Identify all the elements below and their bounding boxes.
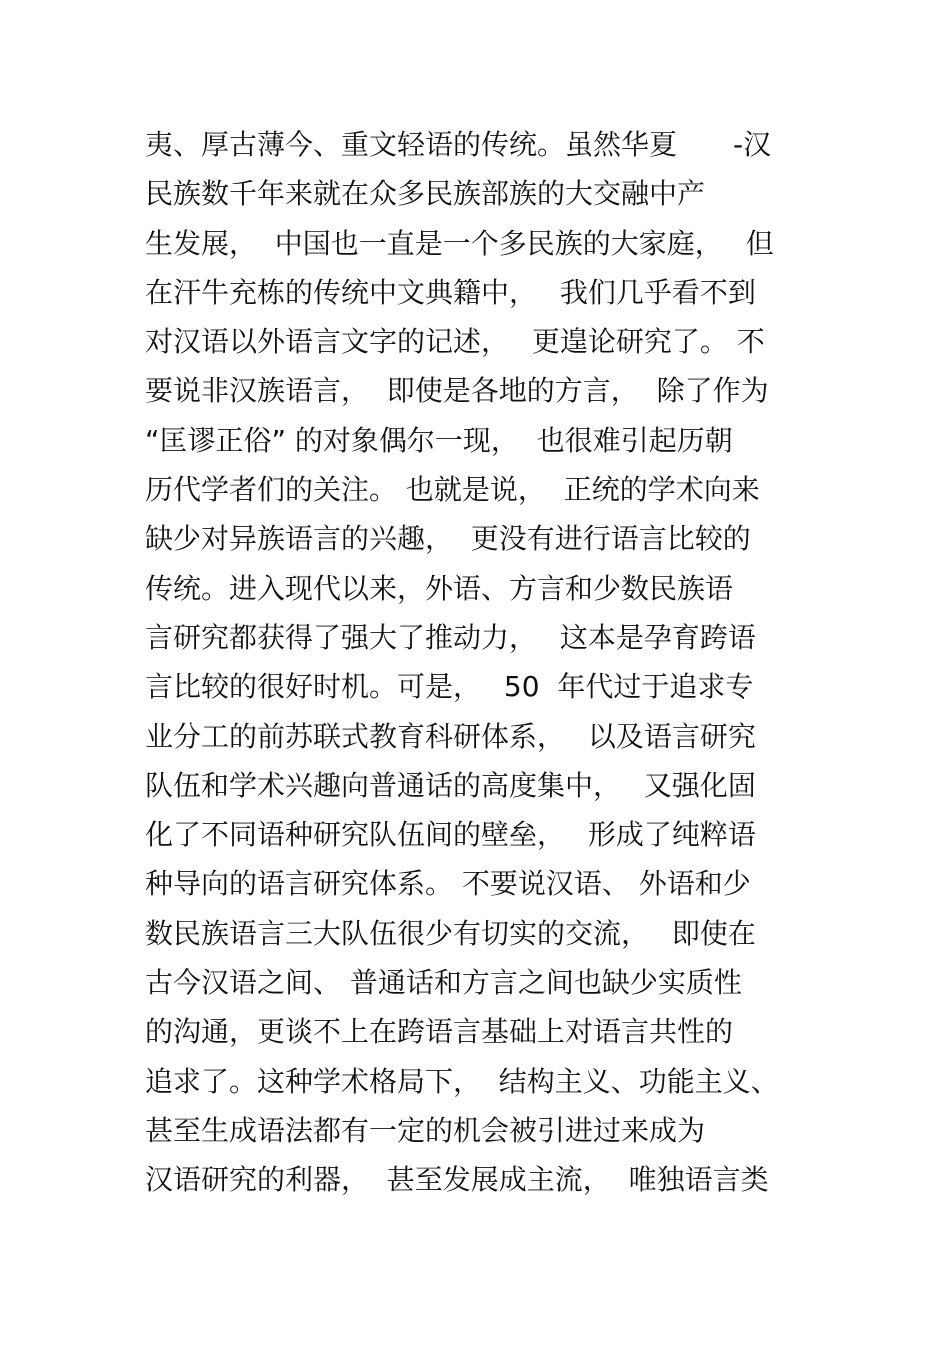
text-line: 对汉语以外语言文字的记述， 更遑论研究了。 不 — [145, 325, 765, 359]
text-line: 要说非汉族语言， 即使是各地的方言， 除了作为 — [145, 374, 769, 408]
text-line: 业分工的前苏联式教育科研体系， 以及语言研究 — [145, 719, 756, 753]
text-line: 生发展， 中国也一直是一个多民族的大家庭， 但 — [145, 226, 774, 260]
text-line: 传统。进入现代以来，外语、方言和少数民族语 — [145, 571, 734, 605]
text-line: 历代学者们的关注。 也就是说， 正统的学术向来 — [145, 473, 760, 507]
text-line: 缺少对异族语言的兴趣， 更没有进行语言比较的 — [145, 522, 751, 556]
text-line: 种导向的语言研究体系。 不要说汉语、 外语和少 — [145, 867, 751, 901]
text-line: 追求了。这种学术格局下， 结构主义、功能主义、 — [145, 1064, 779, 1098]
text-line: 汉语研究的利器， 甚至发展成主流， 唯独语言类 — [145, 1163, 769, 1197]
text-line: “匡谬正俗” 的对象偶尔一现， 也很难引起历朝 — [145, 423, 733, 457]
text-line: 言比较的很好时机。可是， 50 年代过于追求专 — [145, 670, 754, 704]
text-line: 甚至生成语法都有一定的机会被引进过来成为 — [145, 1113, 706, 1147]
text-line: 数民族语言三大队伍很少有切实的交流， 即使在 — [145, 916, 756, 950]
text-line: 化了不同语种研究队伍间的壁垒， 形成了纯粹语 — [145, 818, 756, 852]
text-line: 夷、厚古薄今、重文轻语的传统。虽然华夏 -汉 — [145, 128, 772, 161]
text-line: 古今汉语之间、 普通话和方言之间也缺少实质性 — [145, 966, 742, 1000]
text-line: 在汗牛充栋的传统中文典籍中， 我们几乎看不到 — [145, 275, 756, 309]
text-line: 的沟通，更谈不上在跨语言基础上对语言共性的 — [145, 1015, 734, 1049]
body-text — [145, 120, 825, 1205]
text-line: 言研究都获得了强大了推动力， 这本是孕育跨语 — [145, 620, 756, 654]
text-line: 民族数千年来就在众多民族部族的大交融中产 — [145, 177, 706, 211]
text-line: 队伍和学术兴趣向普通话的高度集中， 又强化固 — [145, 768, 756, 802]
